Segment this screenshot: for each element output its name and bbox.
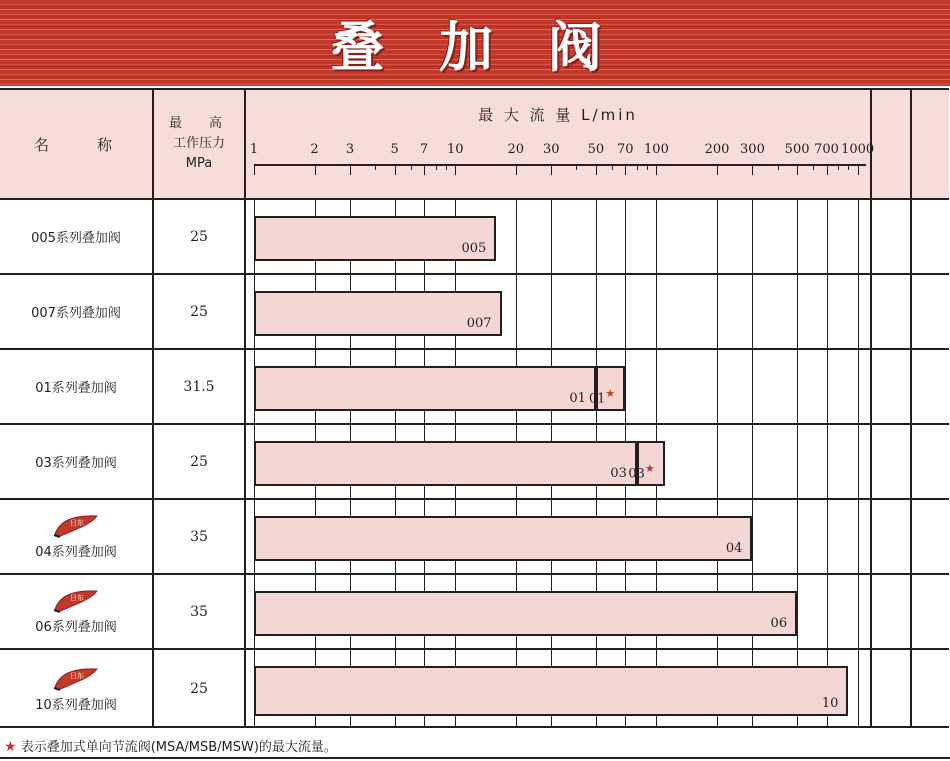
axis-tick-label: 200 bbox=[704, 142, 730, 157]
bar bbox=[628, 441, 665, 486]
x-axis bbox=[246, 142, 875, 198]
column-divider bbox=[870, 90, 872, 726]
grid-line bbox=[752, 200, 753, 273]
axis-tick-label: 7 bbox=[419, 142, 429, 157]
row-pressure-value: 25 bbox=[190, 228, 208, 245]
pressure-header-line2: 工作压力 bbox=[172, 136, 225, 151]
axis-tick bbox=[752, 164, 753, 175]
grid-line bbox=[625, 275, 626, 348]
brand-flag-icon bbox=[52, 513, 100, 539]
axis-tick-minor bbox=[436, 164, 437, 170]
bar bbox=[254, 441, 637, 486]
table-row bbox=[0, 200, 949, 275]
axis-tick bbox=[717, 164, 718, 175]
chart-table bbox=[0, 88, 949, 728]
row-bar-area bbox=[246, 575, 870, 648]
grid-line bbox=[797, 425, 798, 498]
grid-line bbox=[596, 275, 597, 348]
grid-line bbox=[858, 425, 859, 498]
banner bbox=[0, 0, 950, 86]
bar-label: 06 bbox=[770, 616, 788, 631]
row-pressure-value: 35 bbox=[190, 528, 208, 545]
row-pressure-value: 25 bbox=[190, 453, 208, 470]
bar-label: 03★ bbox=[628, 461, 655, 481]
grid-line bbox=[625, 200, 626, 273]
row-name bbox=[0, 200, 152, 273]
row-pressure-value: 25 bbox=[190, 303, 208, 320]
axis-tick-minor bbox=[778, 164, 779, 170]
grid-line bbox=[827, 350, 828, 423]
row-name-label: 04系列叠加阀 bbox=[35, 545, 117, 560]
bar bbox=[254, 591, 797, 636]
axis-tick bbox=[596, 164, 597, 175]
axis-line bbox=[254, 164, 866, 166]
table-row bbox=[0, 650, 949, 728]
bar bbox=[588, 366, 625, 411]
axis-tick-label: 500 bbox=[784, 142, 810, 157]
bar-label: 01★ bbox=[588, 386, 616, 406]
axis-tick-minor bbox=[375, 164, 376, 170]
svg-text:日东: 日东 bbox=[70, 519, 84, 527]
grid-line bbox=[797, 575, 798, 648]
bar-label: 005 bbox=[461, 241, 487, 256]
row-name-label: 06系列叠加阀 bbox=[35, 620, 117, 635]
grid-line bbox=[858, 350, 859, 423]
grid-line bbox=[717, 200, 718, 273]
grid-line bbox=[656, 275, 657, 348]
page-title: 叠 加 阀 bbox=[330, 15, 620, 79]
table-row bbox=[0, 425, 949, 500]
grid-line bbox=[516, 275, 517, 348]
column-divider bbox=[244, 90, 246, 726]
row-name-label: 01系列叠加阀 bbox=[35, 381, 117, 396]
row-name-label: 03系列叠加阀 bbox=[35, 456, 117, 471]
row-name bbox=[0, 575, 152, 648]
row-name bbox=[0, 275, 152, 348]
axis-tick-minor bbox=[446, 164, 447, 170]
grid-line bbox=[827, 425, 828, 498]
grid-line bbox=[656, 200, 657, 273]
table-row bbox=[0, 575, 949, 650]
row-bar-area bbox=[246, 200, 870, 273]
row-bar-area bbox=[246, 425, 870, 498]
grid-line bbox=[797, 275, 798, 348]
axis-tick bbox=[797, 164, 798, 175]
bar-label: 10 bbox=[821, 696, 839, 711]
grid-line bbox=[797, 500, 798, 573]
bar-label: 03 bbox=[610, 466, 627, 481]
footnote-divider bbox=[0, 757, 950, 759]
row-name bbox=[0, 350, 152, 423]
row-bar-area bbox=[246, 650, 870, 728]
grid-line bbox=[717, 350, 718, 423]
brand-flag-icon bbox=[52, 666, 100, 692]
grid-line bbox=[596, 200, 597, 273]
row-name bbox=[0, 500, 152, 573]
row-bar-area bbox=[246, 500, 870, 573]
grid-line bbox=[625, 350, 626, 423]
grid-line bbox=[827, 275, 828, 348]
axis-tick bbox=[551, 164, 552, 175]
grid-line bbox=[717, 425, 718, 498]
axis-tick-minor bbox=[576, 164, 577, 170]
bar bbox=[254, 291, 502, 336]
axis-tick-label: 5 bbox=[390, 142, 399, 157]
grid-line bbox=[752, 500, 753, 573]
svg-text:日东: 日东 bbox=[70, 671, 84, 680]
bar-label: 01 bbox=[569, 391, 586, 406]
grid-line bbox=[752, 275, 753, 348]
axis-tick-minor bbox=[813, 164, 814, 170]
axis-tick bbox=[254, 164, 255, 175]
axis-tick bbox=[656, 164, 657, 175]
grid-line bbox=[827, 500, 828, 573]
grid-line bbox=[752, 350, 753, 423]
axis-tick-minor bbox=[838, 164, 839, 170]
grid-line bbox=[858, 650, 859, 728]
table-row bbox=[0, 350, 949, 425]
row-bar-area bbox=[246, 275, 870, 348]
grid-line bbox=[551, 200, 552, 273]
bar bbox=[254, 366, 596, 411]
pressure-header-line1: 最 高 bbox=[168, 116, 229, 131]
column-header-pressure bbox=[154, 90, 244, 198]
axis-tick-label: 300 bbox=[740, 142, 765, 157]
grid-line bbox=[858, 275, 859, 348]
axis-tick bbox=[858, 164, 859, 175]
row-name-label: 005系列叠加阀 bbox=[31, 231, 121, 246]
row-pressure-value: 31.5 bbox=[183, 378, 215, 395]
axis-tick-label: 1 bbox=[249, 142, 259, 157]
grid-line bbox=[827, 200, 828, 273]
grid-line bbox=[797, 200, 798, 273]
axis-tick-label: 50 bbox=[587, 142, 605, 157]
axis-tick bbox=[315, 164, 316, 175]
axis-tick-label: 1000 bbox=[841, 142, 875, 157]
axis-tick-minor bbox=[647, 164, 648, 170]
grid-line bbox=[717, 275, 718, 348]
grid-line bbox=[516, 200, 517, 273]
axis-tick-label: 20 bbox=[507, 142, 525, 157]
bar bbox=[254, 216, 496, 261]
axis-tick bbox=[455, 164, 456, 175]
brand-flag-icon bbox=[52, 588, 100, 614]
table-row bbox=[0, 500, 949, 575]
pressure-header-line3: MPa bbox=[185, 156, 213, 171]
column-divider bbox=[152, 90, 154, 726]
footnote bbox=[4, 736, 337, 755]
column-divider bbox=[910, 90, 912, 726]
grid-line bbox=[858, 200, 859, 273]
bar bbox=[254, 666, 848, 716]
axis-tick-label: 2 bbox=[310, 142, 319, 157]
axis-tick-label: 3 bbox=[345, 142, 355, 157]
table-row bbox=[0, 275, 949, 350]
bar bbox=[254, 516, 752, 561]
axis-tick bbox=[625, 164, 626, 175]
grid-line bbox=[858, 575, 859, 648]
axis-tick-label: 10 bbox=[446, 142, 464, 157]
bar-label: 007 bbox=[466, 316, 492, 331]
row-name-label: 10系列叠加阀 bbox=[35, 697, 117, 713]
grid-line bbox=[752, 425, 753, 498]
footnote-text: 表示叠加式单向节流阀(MSA/MSB/MSW)的最大流量。 bbox=[20, 740, 337, 755]
row-pressure-value: 25 bbox=[190, 681, 208, 697]
row-name bbox=[0, 650, 152, 728]
row-name bbox=[0, 425, 152, 498]
grid-line bbox=[551, 275, 552, 348]
axis-tick bbox=[424, 164, 425, 175]
svg-text:日东: 日东 bbox=[70, 594, 84, 602]
axis-tick bbox=[827, 164, 828, 175]
axis-tick-minor bbox=[637, 164, 638, 170]
axis-tick-minor bbox=[411, 164, 412, 170]
axis-tick-label: 100 bbox=[644, 142, 669, 157]
row-pressure-value: 35 bbox=[190, 603, 208, 620]
grid-line bbox=[858, 500, 859, 573]
grid-line bbox=[827, 575, 828, 648]
axis-tick-label: 30 bbox=[542, 142, 560, 157]
row-bar-area bbox=[246, 350, 870, 423]
star-icon: ★ bbox=[4, 739, 17, 755]
table-header bbox=[0, 90, 949, 200]
bar-label: 04 bbox=[725, 541, 743, 556]
axis-tick bbox=[516, 164, 517, 175]
axis-tick-label: 700 bbox=[814, 142, 839, 157]
axis-tick bbox=[395, 164, 396, 175]
column-header-flow: 最 大 流 量 L/min bbox=[478, 106, 638, 124]
grid-line bbox=[656, 350, 657, 423]
row-name-label: 007系列叠加阀 bbox=[31, 306, 121, 321]
axis-tick-minor bbox=[848, 164, 849, 170]
axis-tick-label: 70 bbox=[616, 142, 634, 157]
column-header-name: 名 称 bbox=[33, 135, 118, 154]
axis-tick bbox=[350, 164, 351, 175]
axis-tick-minor bbox=[612, 164, 613, 170]
grid-line bbox=[797, 350, 798, 423]
